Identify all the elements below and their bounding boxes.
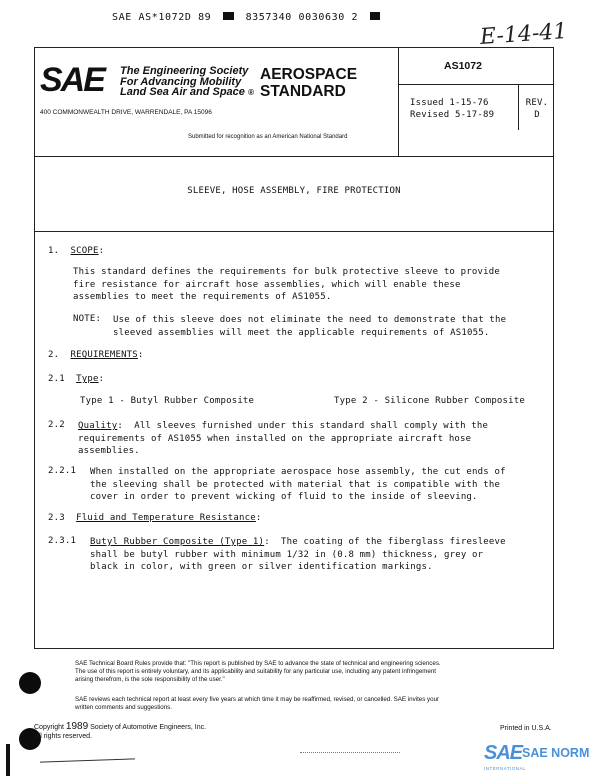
revision	[524, 97, 550, 121]
footer-policy: SAE Technical Board Rules provide that: "This report is published by SAE to advance the state of technical and engineering sciences. The use of this report is entirely voluntary, and its applicability and suitability for any particular use, including any patent infringement arising therefrom, is the sole responsibility of the user."	[75, 660, 441, 684]
stamp-code: 8357340 0030630 2	[245, 12, 359, 23]
section-2-2-number: 2.2	[48, 420, 65, 430]
stamp-block	[223, 12, 234, 20]
org-name	[120, 66, 254, 99]
printed-in: Printed in U.S.A.	[500, 725, 552, 732]
section-2-1-heading	[48, 374, 104, 384]
punch-hole	[19, 672, 41, 694]
watermark-text: SAE NORM	[522, 746, 590, 760]
section-2-colon: :	[137, 350, 144, 360]
submitted-note: Submitted for recognition as an American National Standard	[188, 134, 348, 140]
scope-text: This standard defines the requirements for bulk protective sleeve to provide fire resistance for aircraft hose assemblies, which will enable these assemblies to meet the requirements of AS1055.	[73, 267, 501, 303]
handwritten-note: E-14-41	[479, 18, 569, 51]
watermark-sub: INTERNATIONAL	[484, 766, 527, 771]
copyright-year: 1989	[65, 721, 89, 732]
section-2-3-number: 2.3	[48, 513, 65, 523]
header-divider-right	[398, 84, 554, 85]
section-2-2-text	[78, 420, 488, 458]
org-line-3: Land Sea Air and Space	[120, 86, 245, 98]
top-stamp	[112, 12, 380, 23]
sae-logo: SAE	[40, 61, 104, 99]
section-2-heading	[48, 350, 144, 360]
footer-review: SAE reviews each technical report at least every five years at which time it may be reaffirmed, revised, or cancelled. SAE invites your written comments and suggestions.	[75, 696, 440, 712]
doc-number: AS1072	[444, 60, 482, 72]
faint-line	[300, 752, 400, 753]
org-line-2: For Advancing Mobility	[120, 75, 242, 88]
revised-date: Revised 5-17-89	[410, 110, 495, 120]
section-2-3-title: Fluid and Temperature Resistance	[76, 513, 256, 523]
note-label: NOTE:	[73, 314, 102, 324]
section-2-1-title: Type	[76, 374, 99, 384]
section-1-heading	[48, 246, 104, 256]
section-2-title: REQUIREMENTS	[70, 350, 138, 360]
note-text: Use of this sleeve does not eliminate the need to demonstrate that the sleeved assemblies will meet the applicable requirements of AS1055.	[113, 315, 507, 338]
rev-value: D	[534, 110, 540, 120]
stamp-block	[370, 12, 380, 20]
section-1-colon: :	[98, 246, 105, 256]
issued-date: Issued 1-15-76	[410, 98, 489, 108]
type-2: Type 2 - Silicone Rubber Composite	[334, 396, 526, 406]
org-line-1: The Engineering Society	[120, 65, 249, 77]
section-2-3-1-body: : The coating of the fiberglass firesleeve shall be butyl rubber with minimum 1/32 in (0.8 mm) thickness, grey or black in color, with green or silver identification markings.	[90, 537, 506, 573]
edge-mark	[6, 744, 10, 776]
copyright	[34, 722, 206, 741]
section-2-2-body: : All sleeves furnished under this standard shall comply with the requirements of AS1055 when installed on the appropriate aircraft hose assemblies.	[78, 421, 489, 457]
type-1: Type 1 - Butyl Rubber Composite	[80, 396, 255, 406]
section-2-2-title: Quality	[78, 421, 118, 431]
copyright-org: Society of Automotive Engineers, Inc.	[90, 724, 207, 731]
document-title: SLEEVE, HOSE ASSEMBLY, FIRE PROTECTION	[187, 186, 401, 196]
title-bottom-line	[34, 231, 554, 232]
rev-divider	[518, 84, 519, 130]
rev-label: REV.	[525, 98, 549, 108]
issue-dates	[410, 97, 494, 121]
section-2-2-1-number: 2.2.1	[48, 466, 77, 476]
header-divider-vertical	[398, 47, 399, 156]
standard-label	[260, 66, 357, 100]
section-2-1-colon: :	[98, 374, 105, 384]
watermark-logo: SAE	[484, 742, 523, 764]
standard-line-2: STANDARD	[260, 83, 346, 100]
copyright-label: Copyright	[34, 724, 64, 731]
standard-line-1: AEROSPACE	[260, 66, 358, 83]
section-2-1-number: 2.1	[48, 374, 65, 384]
rights-reserved: All rights reserved.	[34, 733, 92, 740]
address: 400 COMMONWEALTH DRIVE, WARRENDALE, PA 15096	[40, 109, 212, 116]
section-2-3-1-number: 2.3.1	[48, 536, 77, 546]
section-2-3-colon: :	[255, 513, 262, 523]
section-2-3-heading	[48, 513, 262, 523]
header-bottom-line	[34, 156, 554, 157]
stamp-id: SAE AS*1072D 89	[112, 12, 212, 23]
section-1-number: 1.	[48, 246, 60, 256]
section-1-title: SCOPE	[70, 246, 99, 256]
section-2-3-1-text	[90, 536, 506, 574]
edge-scribble	[40, 758, 135, 762]
section-2-3-1-title: Butyl Rubber Composite (Type 1)	[90, 537, 265, 547]
registered-mark: ®	[247, 88, 254, 97]
section-2-number: 2.	[48, 350, 60, 360]
section-2-2-1-text: When installed on the appropriate aerospace hose assembly, the cut ends of the sleeving shall be protected with material that is compatible with the cover in order to prevent wicking of fluid to the inside of sleeving.	[90, 467, 506, 503]
